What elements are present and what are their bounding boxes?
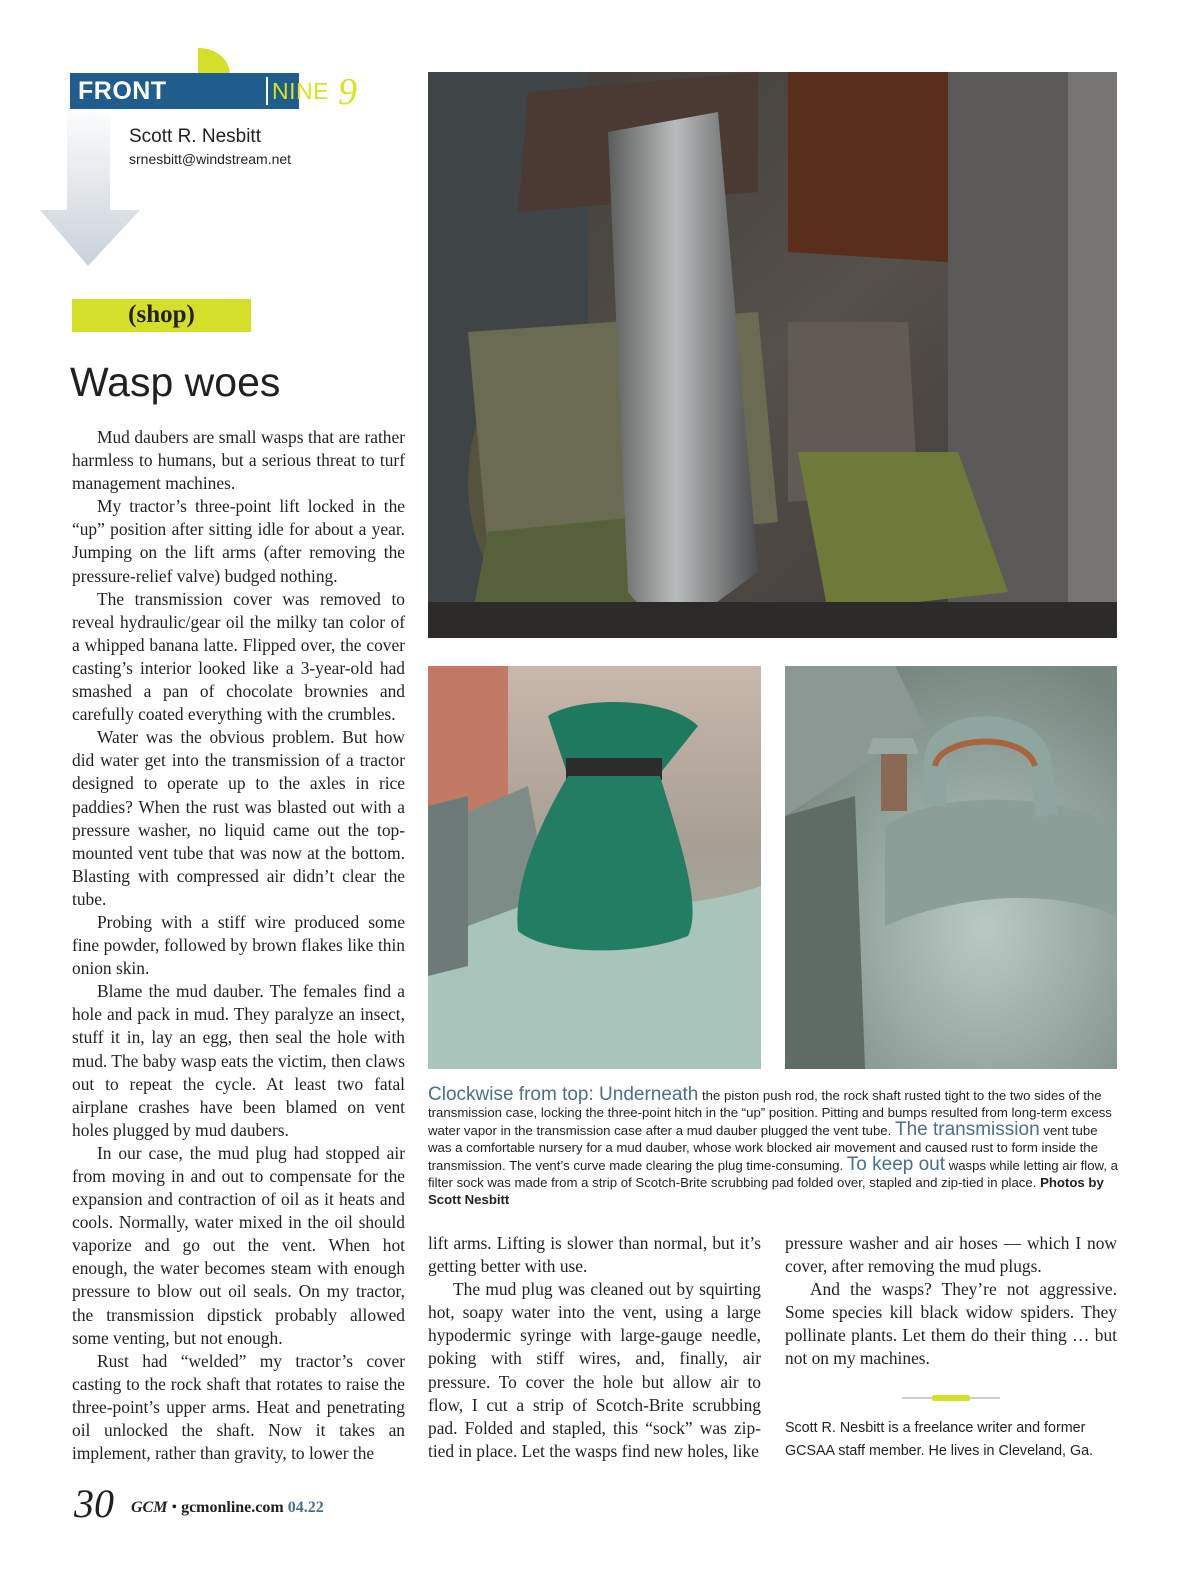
paragraph: Mud daubers are small wasps that are rather harmless to humans, but a serious threat to turf management machines.	[72, 427, 405, 494]
paragraph: lift arms. Lifting is slower than normal, but it’s getting better with use.	[428, 1233, 761, 1277]
logo-nine-numeral: 9	[338, 71, 357, 113]
section-tag	[72, 299, 251, 332]
photo-filter-sock	[428, 666, 761, 1069]
logo-front-text: FRONT	[78, 77, 167, 105]
article-column-2	[428, 1232, 761, 1463]
paragraph: Probing with a stiff wire produced some fine powder, followed by brown flakes like thin onion skin.	[72, 911, 405, 979]
paragraph: Rust had “welded” my tractor’s cover casting to the rock shaft that rotates to raise the three-point’s upper arms. Heat and penetrating oil unlocked the shaft. Now it takes an implement, rather than gravity, to lower the	[72, 1350, 405, 1464]
section-tag-label: (shop)	[128, 301, 195, 328]
caption-text-3: wasps while letting air flow, a filter sock was made from a strip of Scotch-Brite scrubbing pad folded over, stapled and zip-tied in place.	[428, 1158, 1119, 1190]
down-arrow-graphic	[40, 100, 140, 270]
footer-date: 04.22	[287, 1499, 324, 1516]
paragraph: Water was the obvious problem. But how did water get into the transmission of a tractor designed to operate up to the axles in rice paddies? When the rust was blasted out with a pressure washer, no liquid came out the top-mounted vent tube that was now at the bottom. Blasting with compressed air didn’t clear the tube.	[72, 727, 405, 909]
bio-divider	[902, 1395, 1000, 1401]
page-number: 30	[74, 1481, 114, 1526]
photo-credit: Photos by Scott Nesbitt	[428, 1175, 1104, 1207]
logo-nine-text: NINE	[272, 78, 329, 104]
paragraph: In our case, the mud plug had stopped air from moving in and out to compensate for the expansion and contraction of oil as it heats and cools. Normally, water mixed in the oil should vaporize and go out the vent. When hot enough, the water becomes steam with enough pressure to blow out oil seals. On my tractor, the transmission dipstick probably allowed some venting, but not enough.	[72, 1142, 405, 1348]
caption-text-1: the piston push rod, the rock shaft rusted tight to the two sides of the transmission case, locking the three-point hitch in the “up” position. Pitting and bumps resulted from long-term excess water vapor in the transmission case after a mud dauber plugged the vent tube.	[428, 1088, 1112, 1138]
photo-vent-tube	[785, 666, 1117, 1069]
paragraph: The mud plug was cleaned out by squirting hot, soapy water into the vent, using a large hypodermic syringe with large-gauge needle, poking with stiff wires, and, finally, air pressure. To cover the hole but allow air to flow, I cut a strip of Scotch-Brite scrubbing pad. Folded and stapled, this “sock” was zip-tied in place. Let the wasps find new holes, like	[428, 1279, 761, 1461]
paragraph: The transmission cover was removed to reveal hydraulic/gear oil the milky tan color of a whipped banana latte. Flipped over, the cover casting’s interior looked like a 3-year-old had smashed a pan of chocolate brownies and carefully coated everything with the crumbles.	[72, 588, 405, 725]
paragraph: Blame the mud dauber. The females find a hole and pack in mud. They paralyze an insect, stuff it in, lay an egg, then seal the hole with mud. The baby wasp eats the victim, then claws out to repeat the cycle. At least two fatal airplane crashes have been blamed on vent holes plugged by mud daubers.	[72, 981, 405, 1140]
front-nine-logo	[70, 71, 357, 113]
logo-leaf-icon	[197, 46, 231, 74]
footer-magazine-name: GCM	[131, 1499, 168, 1516]
caption-lead-1: Clockwise from top: Underneath	[428, 1084, 699, 1105]
caption-text-2: vent tube was a comfortable nursery for a mud dauber, whose work blocked air movement and caused rust to form inside the transmission. The vent’s curve made clearing the plug time-consuming.	[428, 1123, 1098, 1173]
photo-caption	[428, 1086, 1118, 1208]
photo-rusted-rock-shaft	[428, 72, 1117, 638]
article-headline: Wasp woes	[70, 359, 281, 405]
logo-separator	[266, 77, 268, 105]
author-bio: Scott R. Nesbitt is a freelance writer and former GCSAA staff member. He lives in Cleveland, Ga.	[785, 1420, 1094, 1459]
article-column-3	[785, 1232, 1117, 1371]
paragraph: My tractor’s three-point lift locked in the “up” position after sitting idle for about a year. Jumping on the lift arms (after removing the pressure-relief valve) budged nothing.	[72, 496, 405, 586]
author-email[interactable]: srnesbitt@windstream.net	[129, 151, 292, 167]
paragraph: And the wasps? They’re not aggressive. Some species kill black widow spiders. They pollinate plants. Let them do their thing … but not on my machines.	[785, 1279, 1117, 1369]
article-column-1	[72, 426, 405, 1465]
footer-bullet: •	[167, 1499, 182, 1516]
caption-lead-3: To keep out	[846, 1154, 946, 1175]
footer-site[interactable]: gcmonline.com	[181, 1499, 284, 1516]
paragraph: pressure washer and air hoses — which I now cover, after removing the mud plugs.	[785, 1233, 1117, 1277]
footer-magazine-info	[131, 1499, 324, 1517]
author-name: Scott R. Nesbitt	[129, 126, 261, 147]
caption-lead-2: The transmission	[894, 1119, 1040, 1140]
